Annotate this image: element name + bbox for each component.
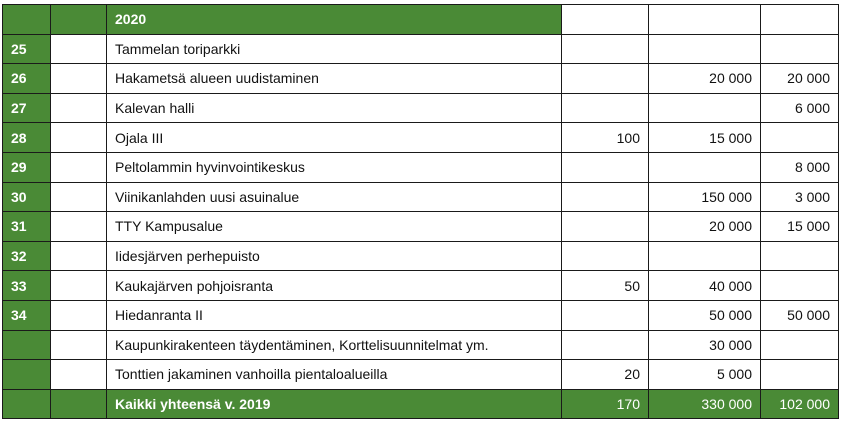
row-blank-cell [51, 93, 107, 123]
row-name: Viinikanlahden uusi asuinalue [107, 182, 562, 212]
row-value-c2: 30 000 [649, 330, 761, 360]
row-blank-cell [51, 152, 107, 182]
header-cell-c3 [761, 5, 839, 35]
header-row [3, 5, 839, 35]
row-value-c2 [649, 34, 761, 64]
row-value-c1: 20 [562, 360, 649, 390]
table-row [3, 330, 839, 360]
table-row [3, 360, 839, 390]
row-value-c1 [562, 330, 649, 360]
row-name: Peltolammin hyvinvointikeskus [107, 152, 562, 182]
row-number: 34 [3, 300, 51, 330]
row-value-c1 [562, 300, 649, 330]
row-name: Hiedanranta II [107, 300, 562, 330]
row-value-c3: 15 000 [761, 212, 839, 242]
row-value-c1 [562, 182, 649, 212]
row-blank-cell [51, 271, 107, 301]
total-row [3, 389, 839, 419]
row-number: 25 [3, 34, 51, 64]
row-value-c2: 20 000 [649, 212, 761, 242]
row-value-c2: 50 000 [649, 300, 761, 330]
row-name: TTY Kampusalue [107, 212, 562, 242]
row-number [3, 360, 51, 390]
row-value-c1 [562, 93, 649, 123]
row-value-c3: 20 000 [761, 64, 839, 94]
total-value-c3: 102 000 [761, 389, 839, 419]
row-value-c3 [761, 34, 839, 64]
row-number: 26 [3, 64, 51, 94]
table-row [3, 64, 839, 94]
table-row [3, 212, 839, 242]
row-value-c2: 40 000 [649, 271, 761, 301]
header-cell-c2 [649, 5, 761, 35]
row-value-c2: 150 000 [649, 182, 761, 212]
table-row [3, 241, 839, 271]
row-value-c1: 50 [562, 271, 649, 301]
row-number: 32 [3, 241, 51, 271]
row-value-c1 [562, 34, 649, 64]
row-blank-cell [51, 330, 107, 360]
row-value-c2 [649, 241, 761, 271]
row-value-c1 [562, 64, 649, 94]
row-value-c3 [761, 271, 839, 301]
row-name: Iidesjärven perhepuisto [107, 241, 562, 271]
row-value-c3 [761, 360, 839, 390]
row-blank-cell [51, 241, 107, 271]
row-number: 27 [3, 93, 51, 123]
row-number: 29 [3, 152, 51, 182]
row-blank-cell [51, 212, 107, 242]
table-row [3, 34, 839, 64]
total-value-c1: 170 [562, 389, 649, 419]
row-value-c3: 50 000 [761, 300, 839, 330]
row-number: 33 [3, 271, 51, 301]
header-cell-c1 [562, 5, 649, 35]
row-value-c3: 6 000 [761, 93, 839, 123]
row-number: 31 [3, 212, 51, 242]
table-row [3, 182, 839, 212]
total-num-cell [3, 389, 51, 419]
table-row [3, 93, 839, 123]
row-value-c3: 3 000 [761, 182, 839, 212]
row-blank-cell [51, 360, 107, 390]
row-name: Kalevan halli [107, 93, 562, 123]
row-blank-cell [51, 34, 107, 64]
row-value-c2 [649, 93, 761, 123]
row-blank-cell [51, 182, 107, 212]
row-value-c2: 5 000 [649, 360, 761, 390]
investment-table [2, 4, 839, 419]
row-value-c2 [649, 152, 761, 182]
row-name: Kaupunkirakenteen täydentäminen, Korttelisuunnitelmat ym. [107, 330, 562, 360]
row-value-c3 [761, 123, 839, 153]
header-cell-num [3, 5, 51, 35]
row-number: 28 [3, 123, 51, 153]
header-year: 2020 [107, 5, 562, 35]
row-value-c1: 100 [562, 123, 649, 153]
row-name: Ojala III [107, 123, 562, 153]
total-value-c2: 330 000 [649, 389, 761, 419]
row-value-c1 [562, 152, 649, 182]
row-number [3, 330, 51, 360]
row-value-c2: 20 000 [649, 64, 761, 94]
row-name: Tammelan toriparkki [107, 34, 562, 64]
row-value-c1 [562, 212, 649, 242]
table-row [3, 123, 839, 153]
row-blank-cell [51, 123, 107, 153]
row-value-c3 [761, 330, 839, 360]
row-value-c3: 8 000 [761, 152, 839, 182]
row-name: Kaukajärven pohjoisranta [107, 271, 562, 301]
total-label: Kaikki yhteensä v. 2019 [107, 389, 562, 419]
total-blank-cell [51, 389, 107, 419]
table-row [3, 271, 839, 301]
row-name: Tonttien jakaminen vanhoilla pientaloalueilla [107, 360, 562, 390]
row-value-c2: 15 000 [649, 123, 761, 153]
row-name: Hakametsä alueen uudistaminen [107, 64, 562, 94]
row-value-c3 [761, 241, 839, 271]
row-number: 30 [3, 182, 51, 212]
row-blank-cell [51, 64, 107, 94]
table-row [3, 152, 839, 182]
header-cell-blank [51, 5, 107, 35]
row-value-c1 [562, 241, 649, 271]
row-blank-cell [51, 300, 107, 330]
table-row [3, 300, 839, 330]
